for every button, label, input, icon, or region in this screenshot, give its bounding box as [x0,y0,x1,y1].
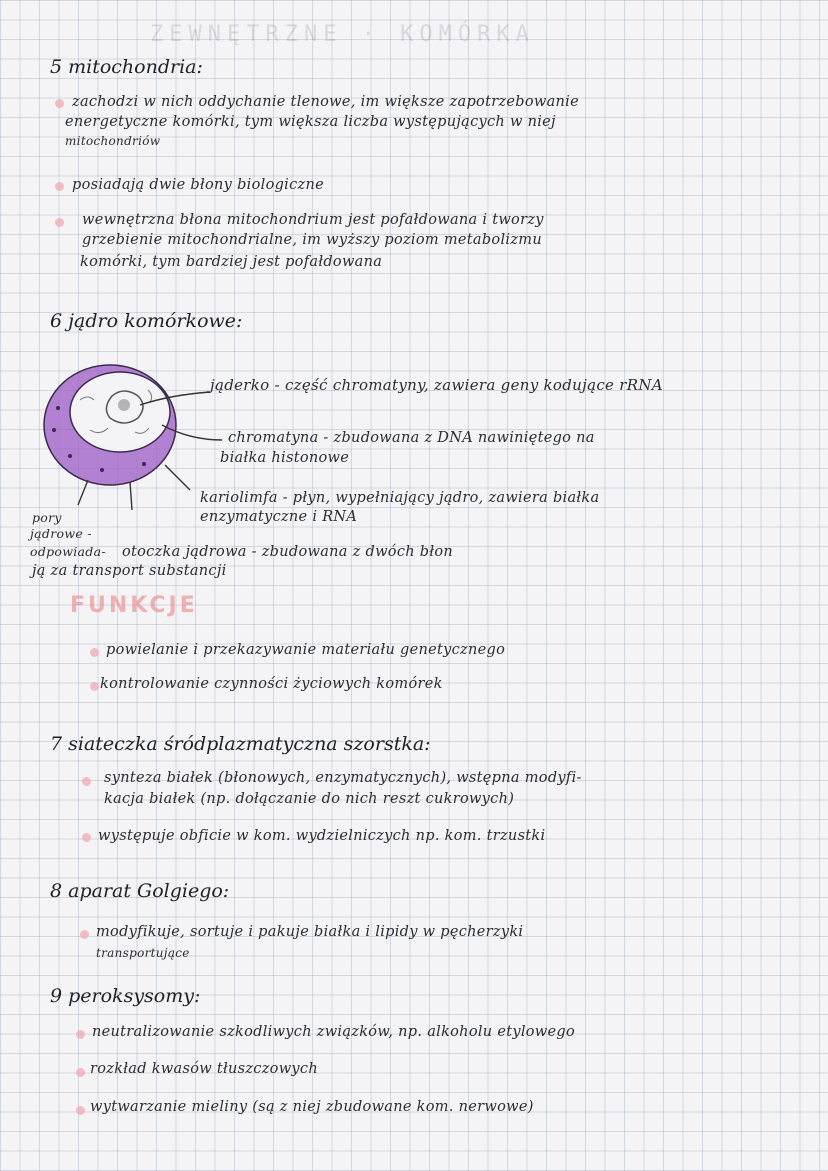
s9-b2: rozkład kwasów tłuszczowych [90,1061,318,1077]
header-bleed-through: ZEWNĘTRZNE · KOMÓRKA [150,22,535,47]
bullet-icon [90,648,99,657]
bullet-icon [82,777,91,786]
bullet-icon [80,930,89,939]
s5-b3-l1: wewnętrzna błona mitochondrium jest pofałdowana i tworzy [82,212,544,228]
label-chromatin-l2: białka histonowe [220,450,350,466]
bullet-icon [76,1106,85,1115]
s5-b1-l1: zachodzi w nich oddychanie tlenowe, im większe zapotrzebowanie [72,94,579,110]
section-9-title: 9 peroksysomy: [50,985,201,1007]
s7-b1-l1: synteza białek (błonowych, enzymatycznych), wstępna modyfi- [104,770,582,786]
s9-b1: neutralizowanie szkodliwych związków, np. alkoholu etylowego [92,1024,576,1040]
label-karyolymph-l2: enzymatyczne i RNA [200,509,358,525]
bullet-icon [90,682,99,691]
function-1: powielanie i przekazywanie materiału genetycznego [106,642,506,658]
label-pores-l2: jądrowe - [30,526,92,541]
bullet-icon [76,1068,85,1077]
section-5-title: 5 mitochondria: [50,56,203,78]
label-envelope: otoczka jądrowa - zbudowana z dwóch błon [122,544,454,560]
s5-b3-l3: komórki, tym bardziej jest pofałdowana [80,254,383,270]
s5-b1-l3: mitochondriów [65,134,161,148]
s9-b3: wytwarzanie mieliny (są z niej zbudowane kom. nerwowe) [90,1099,534,1115]
section-7-title: 7 siateczka śródplazmatyczna szorstka: [50,733,431,755]
s8-b1-l1: modyfikuje, sortuje i pakuje białka i lipidy w pęcherzyki [96,924,524,940]
s5-b3-l2: grzebienie mitochondrialne, im wyższy poziom metabolizmu [82,232,542,248]
function-2: kontrolowanie czynności życiowych komórek [100,676,443,692]
s7-b2: występuje obficie w kom. wydzielniczych np. kom. trzustki [98,828,546,844]
label-nucleolus: jąderko - część chromatyny, zawiera geny kodujące rRNA [210,376,663,394]
label-pores-l1: pory [32,510,62,525]
s5-b2: posiadają dwie błony biologiczne [72,177,325,193]
s8-b1-l2: transportujące [96,946,190,960]
section-6-title: 6 jądro komórkowe: [50,310,243,332]
label-pores-l3: odpowiada- [30,544,106,559]
bullet-icon [82,833,91,842]
section-8-title: 8 aparat Golgiego: [50,880,230,902]
s5-b1-l2: energetyczne komórki, tym większa liczba występujących w niej [65,114,556,130]
label-karyolymph-l1: kariolimfa - płyn, wypełniający jądro, zawiera białka [200,490,600,506]
funkcje-heading: FUNKCJE [70,593,198,618]
label-chromatin-l1: chromatyna - zbudowana z DNA nawiniętego na [228,430,595,446]
label-pores-tail: ją za transport substancji [32,563,227,579]
bullet-icon [76,1030,85,1039]
s7-b1-l2: kacja białek (np. dołączanie do nich reszt cukrowych) [104,791,515,807]
